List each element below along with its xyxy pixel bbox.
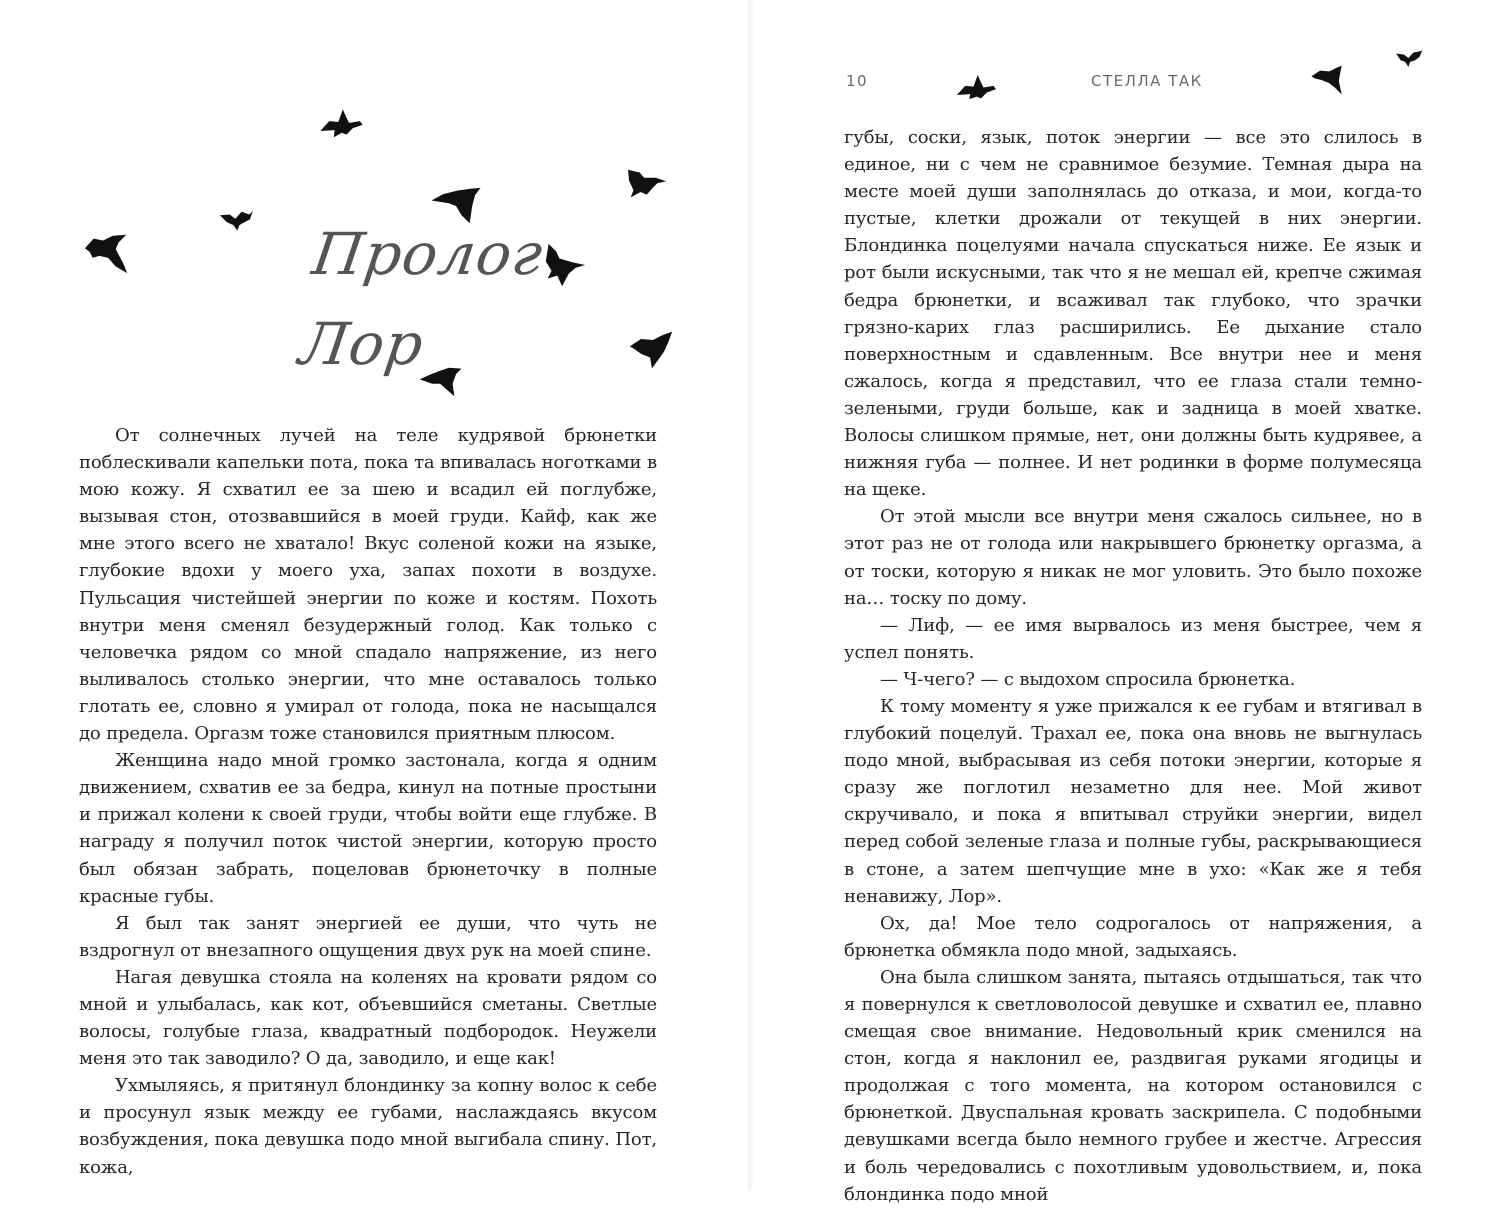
running-title: СТЕЛЛА ТАК xyxy=(1091,72,1203,90)
paragraph: Женщина надо мной громко застонала, когда я одним движением, схватив ее за бедра, кинул на потные простыни и прижал колени к своей груди, чтобы войти еще глубже. В награду я получил поток чистой энергии, которую просто был обязан забрать, поцеловав брюнеточку в полные красные губы. xyxy=(79,750,657,907)
paragraph: К тому моменту я уже прижался к ее губам и втягивал в глубокий поцелуй. Трахал ее, пока она вновь не выгнулась подо мной, выбрасывая из себя потоки энергии, которые я сразу же поглотил незаметно для нее. Мой живот скручивало, и пока я впитывал струйки энергии, видел перед собой зеленые глаза и полные губы, раскрывающиеся в стоне, а затем шепчущие мне в ухо: «Как же я тебя ненавижу, Лор». xyxy=(844,695,1422,907)
bird-icon xyxy=(954,70,998,100)
bird-icon xyxy=(418,366,464,398)
bird-icon xyxy=(628,330,674,372)
paragraph: От этой мысли все внутри меня сжалось сильнее, но в этот раз не от голода или накрывшего брюнетку оргазма, а от тоски, которую я никак не мог уловить. Это было похоже на… тоску по дому. xyxy=(844,506,1422,609)
bird-icon xyxy=(1310,64,1346,96)
bird-icon xyxy=(1394,48,1424,68)
paragraph: Я был так занят энергией ее души, что чуть не вздрогнул от внезапного ощущения двух рук на моей спине. xyxy=(79,912,657,961)
bird-icon xyxy=(540,242,588,290)
bird-icon xyxy=(84,230,132,276)
left-page-body xyxy=(79,422,657,1181)
paragraph: Нагая девушка стояла на коленях на кровати рядом со мной и улыбалась, как кот, объевшийся сметаны. Светлые волосы, голубые глаза, квадратный подбородок. Неужели меня это так заводило? О да, заводило, и еще как! xyxy=(79,966,657,1070)
bird-icon xyxy=(216,204,256,232)
paragraph: губы, соски, язык, поток энергии — все это слилось в единое, ни с чем не сравнимое безумие. Темная дыра на месте моей души заполнялась до отказа, и мои, когда-то пустые, клетки дрожали от текущей в них энергии. Блондинка поцелуями начала спускаться ниже. Ее язык и рот были искусными, так что я не мешал ей, крепче сжимая бедра брюнетки, и всаживал так глубоко, что зрачки грязно-карих глаз расширились. Ее дыхание стало поверхностным и сдавленным. Все внутри нее и меня сжалось, когда я представил, что ее глаза стали темно-зелеными, груди больше, как и задница в моей хватке. Волосы слишком прямые, нет, они должны быть кудрявее, а нижняя губа — полнее. И нет родинки в форме полумесяца на щеке. xyxy=(844,127,1422,501)
right-page xyxy=(754,0,1500,1205)
left-page xyxy=(0,0,748,1189)
right-page-body xyxy=(844,124,1422,1208)
paragraph: — Ч-чего? — с выдохом спросила брюнетка. xyxy=(880,668,1296,690)
chapter-title: Пролог xyxy=(308,220,548,288)
paragraph: Ухмыляясь, я притянул блондинку за копну волос к себе и просунул язык между ее губами, наслаждаясь вкусом возбуждения, пока девушка подо мной выгибала спину. Пот, кожа, xyxy=(79,1075,657,1178)
chapter-subtitle: Лор xyxy=(295,310,429,378)
bird-icon xyxy=(620,168,670,200)
paragraph: — Лиф, — ее имя вырвалось из меня быстрее, чем я успел понять. xyxy=(844,614,1422,663)
paragraph: Она была слишком занята, пытаясь отдышаться, так что я повернулся к светловолосой девушке и схватил ее, плавно смещая свое внимание. Недовольный крик сменился на стон, когда я наклонил ее, раздвигая руками ягодицы и продолжая с того момента, на котором остановился с брюнеткой. Двуспальная кровать заскрипела. С подобными девушками всегда было немного грубее и жестче. Агрессия и боль чередовались с похотливым удовольствием, и, пока блондинка подо мной xyxy=(844,966,1422,1205)
page-number: 10 xyxy=(846,72,869,90)
paragraph: От солнечных лучей на теле кудрявой брюнетки поблескивали капельки пота, пока та впивалась ноготками в мою кожу. Я схватил ее за шею и всадил ей поглубже, вызывая стон, отозвавшийся в моей груди. Кайф, как же мне этого всего не хватало! Вкус соленой кожи на языке, глубокие вдохи у моего уха, запах похоти в воздухе. Пульсация чистейшей энергии по коже и костям. Похоть внутри меня сменял безудержный голод. Как только с человечка рядом со мной спадало напряжение, из него выливалось столько энергии, что мне оставалось только глотать ее, словно я умирал от голода, пока не насыщался до предела. Оргазм тоже становился приятным плюсом. xyxy=(79,425,657,745)
paragraph: Ох, да! Мое тело содрогалось от напряжения, а брюнетка обмякла подо мной, задыхаясь. xyxy=(844,912,1422,961)
bird-icon xyxy=(316,104,366,140)
